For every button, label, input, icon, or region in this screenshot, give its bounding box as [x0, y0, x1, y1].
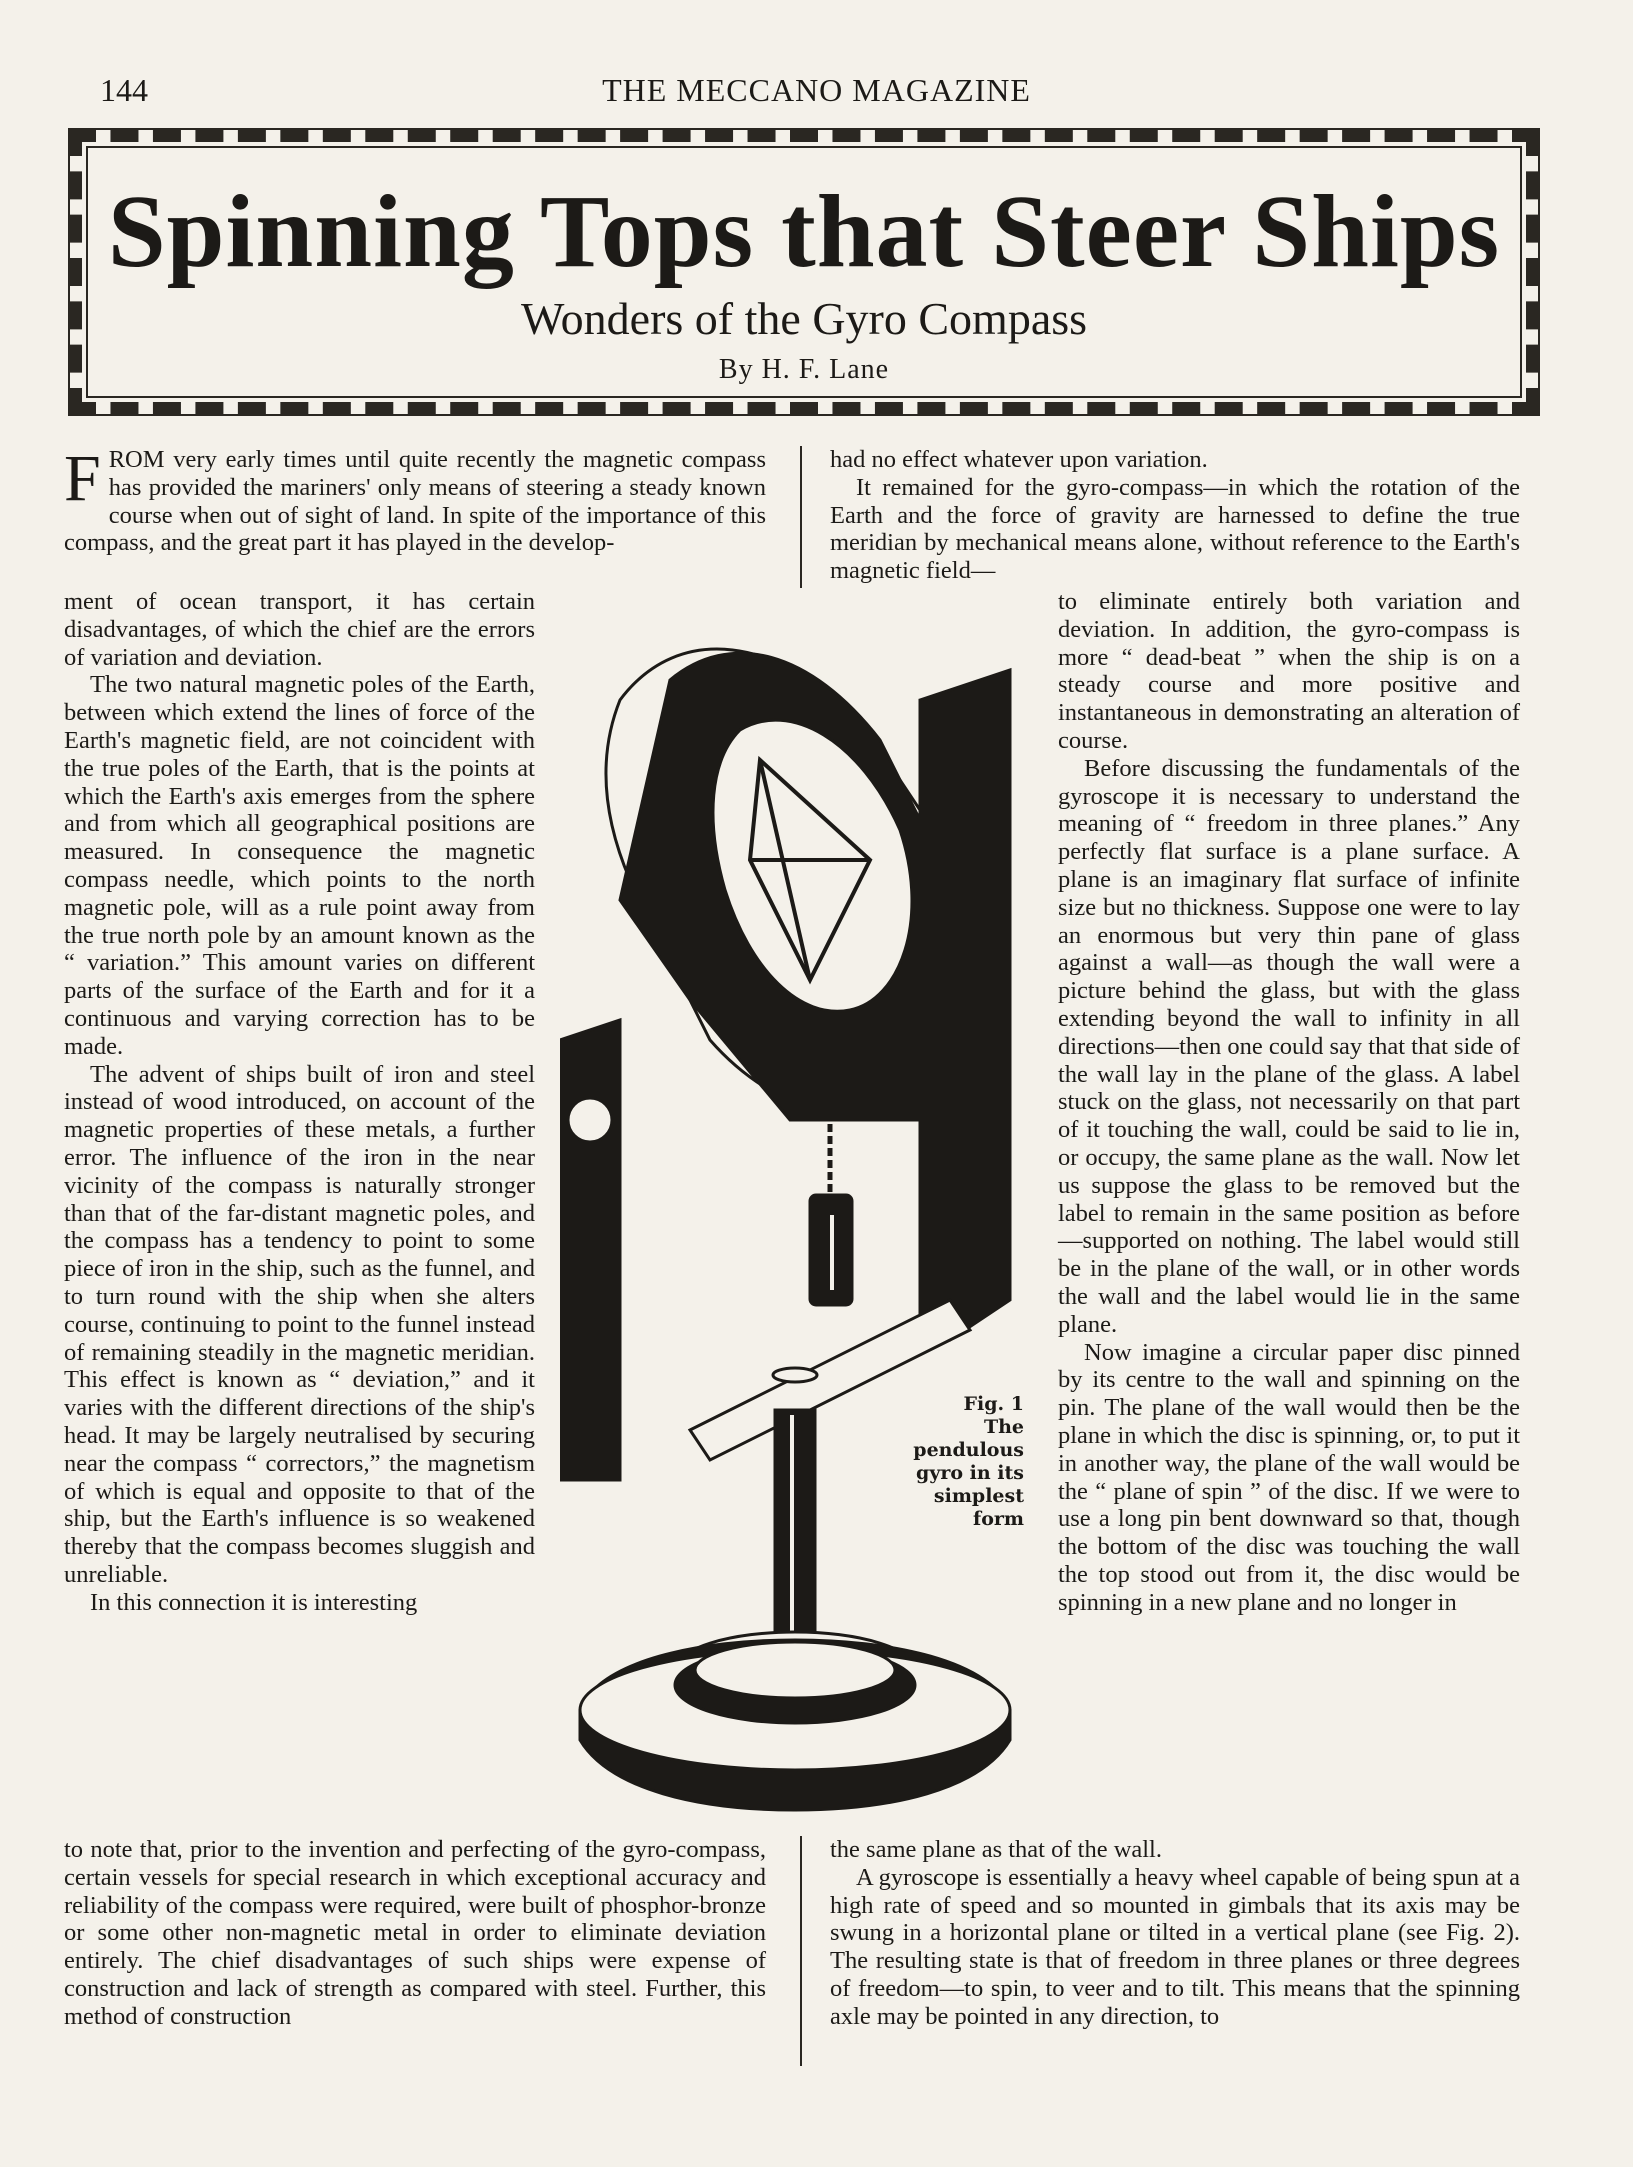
paragraph: to eliminate entirely both variation and deviation. In addition, the gyro-compass is more “ dead-beat ” when the ship is on a steady course and more positive and instantaneous in demonstrating an alteration of course.: [1058, 588, 1520, 754]
right-column-top: [830, 446, 1520, 585]
figure-label: Fig. 1: [963, 1393, 1024, 1415]
column-rule: [800, 1836, 802, 2066]
paragraph: Before discussing the fundamentals of the gyroscope it is necessary to understand the meaning of “ freedom in three planes.” Any perfectly flat surface is a plane surface. A plane is an imaginary flat surface of infinite size but no thickness. Suppose one were to lay an enormous but very thin pane of glass against a wall—as though the wall were a picture behind the glass, but with the glass extending beyond the wall to infinity in all directions—then one could say that that side of the wall lay in the plane of the glass. A label stuck on the glass, not necessarily on that part of it touching the wall, could be said to lie in, or occupy, the same plane as the wall. Now let us suppose the glass to be removed but the label to remain in the same position as before—supported on nothing. The label would still be in the plane of the wall, or in other words the wall and the label would lie in the same plane.: [1058, 754, 1520, 1338]
column-rule: [800, 446, 802, 588]
left-column-bottom: [64, 1836, 766, 2031]
paragraph: ment of ocean transport, it has certain disadvantages, of which the chief are the errors of variation and deviation.: [64, 588, 535, 671]
figure-caption: [880, 1393, 1024, 1531]
paragraph: had no effect whatever upon variation.: [830, 446, 1208, 473]
paragraph: The two natural magnetic poles of the Earth, between which extend the lines of force of the Earth's magnetic field, are not coincident with the true poles of the Earth, that is the points at which the Earth's axis emerges from the sphere and from which all geographical positions are measured. In consequence the magnetic compass needle, which points to the north magnetic pole, will as a rule point away from the true north pole by an amount known as the “ variation.” This amount varies on different parts of the surface of the Earth and for it a continuous and varying correction has to be made.: [64, 671, 535, 1060]
main-title: Spinning Tops that Steer Ships: [107, 174, 1501, 289]
paragraph: Now imagine a circular paper disc pinned by its centre to the wall and spinning on the pin. The plane of the wall would then be the plane in which the disc is spinning, or, to put it in another way, the plane of the wall would be the “ plane of spin ” of the disc. If we were to use a long pin bent downward so that, though the bottom of the disc was touching the wall the top stood out from it, the disc would be spinning in a new plane and no longer in: [1058, 1338, 1520, 1616]
left-column-top: [64, 442, 766, 557]
frame-left-post: [560, 1020, 620, 1480]
paragraph: FROM very early times until quite recently the magnetic compass has provided the mariners' only means of steering a steady known course when out of sight of land. In spite of the importance of this compass, and the great part it has played in the develop-: [64, 442, 766, 557]
running-head: THE MECCANO MAGAZINE: [602, 72, 1031, 108]
frame-hole: [568, 1098, 612, 1142]
title-frame: [68, 128, 1540, 416]
drop-cap: F: [64, 442, 101, 515]
sub-title: Wonders of the Gyro Compass: [520, 293, 1088, 344]
paragraph: It remained for the gyro-compass—in which the rotation of the Earth and the force of gravity are harnessed to define the true meridian by mechanical means alone, without reference to the Earth's magnetic field—: [830, 473, 1520, 585]
paragraph: The advent of ships built of iron and steel instead of wood introduced, on account of the magnetic properties of these metals, a further error. The influence of the iron in the near vicinity of the compass is naturally stronger than that of the far-distant magnetic poles, and the compass has a tendency to point to some piece of iron in the ship, such as the funnel, and to turn round with the ship when she alters course, continuing to point to the funnel instead of remaining steadily in the magnetic meridian. This effect is known as “ deviation,” and it varies with the different directions of the ship's head. It may be largely neutralised by securing near the compass “ correctors,” the magnetism of which is equal and opposite to that of the ship, but the Earth's influence is so weakened thereby that the compass becomes sluggish and unreliable.: [64, 1060, 535, 1588]
right-column-bottom: [830, 1836, 1520, 2031]
frame-vertical: [920, 670, 1010, 1340]
figure-caption-text: The pendulous gyro in its simplest form: [913, 1416, 1024, 1530]
paragraph: the same plane as that of the wall.: [830, 1836, 1162, 1863]
paragraph: to note that, prior to the invention and perfecting of the gyro-compass, certain vessels for special research in which exceptional accuracy and reliability of the compass were required, were built of phosphor-bronze or some other non-magnetic metal in order to eliminate deviation entirely. The chief disadvantages of such ships were expense of construction and lack of strength as compared with steel. Further, this method of construction: [64, 1836, 766, 2030]
left-column-narrow: [64, 588, 535, 1616]
right-column-narrow: [1058, 588, 1520, 1616]
gyroscope-illustration: [560, 600, 1040, 1820]
paragraph: A gyroscope is essentially a heavy wheel capable of being spun at a high rate of speed and so mounted in gimbals that its axis may be swung in a horizontal plane or tilted in a vertical plane (see Fig. 2). The resulting state is that of freedom in three planes or three degrees of freedom—to spin, to veer and to tilt. This means that the spinning axle may be pointed in any direction, to: [830, 1863, 1520, 2030]
paragraph: In this connection it is interesting: [90, 1588, 418, 1616]
byline: By H. F. Lane: [718, 354, 890, 385]
arm-slot: [773, 1368, 817, 1382]
page-number: 144: [100, 72, 148, 108]
